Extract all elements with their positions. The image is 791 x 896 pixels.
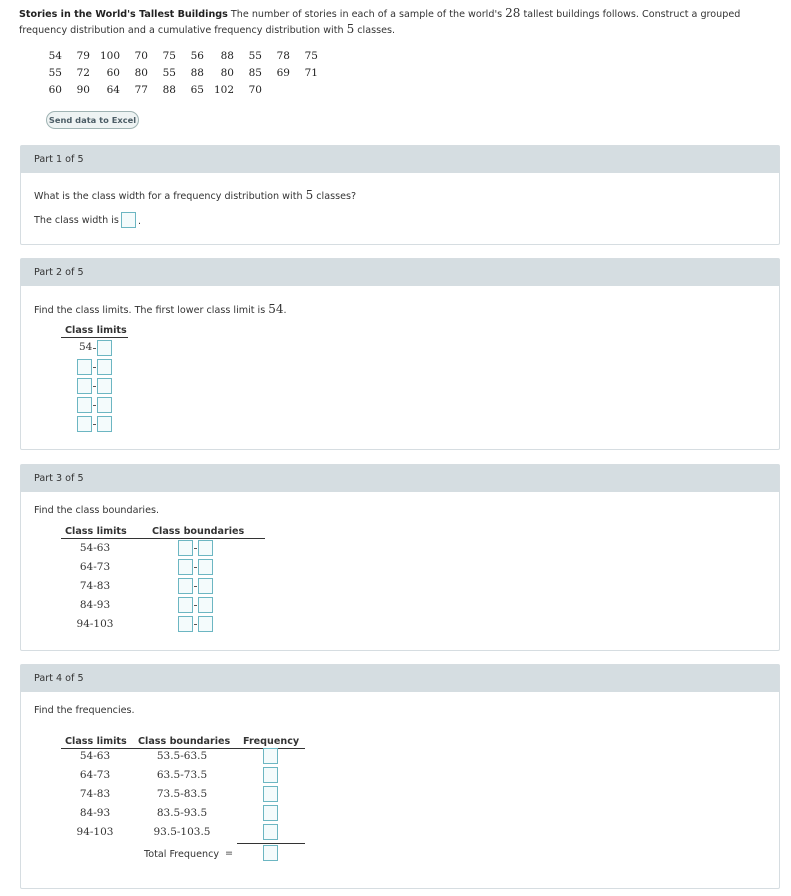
first-lower-limit-value: 54: [268, 302, 284, 316]
class-limit-2: 64-73: [79, 561, 111, 573]
limit-dash: [93, 424, 96, 425]
upper-boundary-input-4[interactable]: [198, 597, 213, 613]
part-1-question: [34, 188, 356, 202]
class-boundary-2: 63.5-73.5: [156, 769, 208, 781]
data-cell: 55: [248, 49, 262, 62]
data-cell: 55: [162, 66, 176, 79]
class-limits-header: Class limits: [65, 325, 127, 336]
class-limit-4: 84-93: [79, 599, 111, 611]
data-cell: 54: [48, 49, 62, 62]
lower-boundary-input-4[interactable]: [178, 597, 193, 613]
data-cell: 71: [304, 66, 318, 79]
class-boundary-5: 93.5-103.5: [153, 826, 211, 838]
upper-boundary-input-3[interactable]: [198, 578, 213, 594]
data-cell: 88: [220, 49, 234, 62]
class-boundaries-header: Class boundaries: [138, 736, 231, 747]
data-table: [40, 47, 324, 98]
upper-boundary-input-1[interactable]: [198, 540, 213, 556]
lower-boundary-input-3[interactable]: [178, 578, 193, 594]
frequency-input-4[interactable]: [263, 805, 278, 821]
class-boundaries-header: Class boundaries: [152, 526, 245, 537]
data-cell: 70: [248, 83, 262, 96]
class-limit-2: 64-73: [79, 769, 111, 781]
data-cell: 55: [48, 66, 62, 79]
class-limit-1: 54-63: [79, 750, 111, 762]
class-width-label: The class width is: [34, 215, 119, 226]
header-rule: [61, 538, 265, 539]
data-cell: 75: [304, 49, 318, 62]
part-4-panel: [20, 664, 780, 889]
first-lower-limit: 54: [79, 341, 93, 353]
upper-limit-input-4[interactable]: [97, 397, 112, 413]
data-cell: 102: [213, 83, 234, 96]
class-boundary-4: 83.5-93.5: [156, 807, 208, 819]
upper-boundary-input-2[interactable]: [198, 559, 213, 575]
part-1-panel: [20, 145, 780, 245]
lower-limit-input-4[interactable]: [77, 397, 92, 413]
data-cell: 75: [162, 49, 176, 62]
class-limit-3: 74-83: [79, 788, 111, 800]
class-limit-4: 84-93: [79, 807, 111, 819]
limit-dash: [93, 405, 96, 406]
class-limit-1: 54-63: [79, 542, 111, 554]
class-limits-header: Class limits: [65, 736, 127, 747]
problem-statement: [19, 6, 779, 38]
part-3-instruction: Find the class boundaries.: [34, 505, 160, 516]
part-3-panel: [20, 464, 780, 651]
part-2-instruction-text: Find the class limits. The first lower class limit is: [34, 305, 269, 316]
limit-dash: [93, 348, 96, 349]
part-3-header: Part 3 of 5: [21, 465, 779, 492]
send-to-excel-button[interactable]: Send data to Excel: [46, 111, 139, 129]
data-cell: 79: [76, 49, 90, 62]
data-cell: 77: [134, 83, 148, 96]
data-cell: 64: [106, 83, 120, 96]
data-cell: 80: [134, 66, 148, 79]
sample-size: 28: [505, 6, 521, 20]
data-cell: 70: [134, 49, 148, 62]
class-width-period: .: [138, 216, 142, 227]
data-cell: 60: [106, 66, 120, 79]
frequency-input-2[interactable]: [263, 767, 278, 783]
part-2-instruction-end: .: [283, 305, 287, 316]
class-width-input[interactable]: [121, 212, 136, 228]
problem-text-b: tallest buildings follows. Construct a grouped frequency distribution and a cumulative frequency distribution with: [19, 9, 741, 36]
data-cell: 72: [76, 66, 90, 79]
class-limit-5: 94-103: [76, 826, 114, 838]
problem-text-c: classes.: [354, 25, 396, 36]
data-row: [40, 81, 324, 98]
boundary-dash: [194, 605, 197, 606]
part-1-header: Part 1 of 5: [21, 146, 779, 173]
total-frequency-input[interactable]: [263, 845, 278, 861]
part-2-panel: [20, 258, 780, 450]
data-cell: 100: [99, 49, 120, 62]
limit-dash: [93, 367, 96, 368]
data-cell: 78: [276, 49, 290, 62]
upper-limit-input-2[interactable]: [97, 359, 112, 375]
frequency-input-1[interactable]: [263, 748, 278, 764]
total-rule: [237, 843, 305, 844]
limit-dash: [93, 386, 96, 387]
total-frequency-label: Total Frequency: [144, 849, 220, 860]
lower-boundary-input-2[interactable]: [178, 559, 193, 575]
total-equals: =: [225, 848, 234, 859]
lower-limit-input-5[interactable]: [77, 416, 92, 432]
data-cell: 88: [162, 83, 176, 96]
part-1-class-count: 5: [305, 188, 314, 202]
data-cell: 69: [276, 66, 290, 79]
part-2-instruction: [34, 302, 287, 316]
boundary-dash: [194, 567, 197, 568]
part-1-question-text: What is the class width for a frequency distribution with: [34, 191, 306, 202]
data-cell: 56: [190, 49, 204, 62]
header-rule: [61, 337, 128, 338]
boundary-dash: [194, 548, 197, 549]
lower-boundary-input-5[interactable]: [178, 616, 193, 632]
data-cell: 80: [220, 66, 234, 79]
problem-title: Stories in the World's Tallest Buildings: [19, 9, 228, 20]
part-4-header: Part 4 of 5: [21, 665, 779, 692]
data-cell: 88: [190, 66, 204, 79]
part-1-question-end: classes?: [313, 191, 357, 202]
upper-limit-input-5[interactable]: [97, 416, 112, 432]
frequency-input-3[interactable]: [263, 786, 278, 802]
data-row: [40, 64, 324, 81]
boundary-dash: [194, 624, 197, 625]
lower-limit-input-3[interactable]: [77, 378, 92, 394]
class-boundary-1: 53.5-63.5: [156, 750, 208, 762]
upper-limit-input-1[interactable]: [97, 340, 112, 356]
data-row: [40, 47, 324, 64]
class-boundary-3: 73.5-83.5: [156, 788, 208, 800]
class-count: 5: [346, 22, 355, 36]
data-cell: 85: [248, 66, 262, 79]
data-cell: 60: [48, 83, 62, 96]
class-limit-5: 94-103: [76, 618, 114, 630]
class-limit-3: 74-83: [79, 580, 111, 592]
data-cell: 90: [76, 83, 90, 96]
class-limits-header: Class limits: [65, 526, 127, 537]
upper-limit-input-3[interactable]: [97, 378, 112, 394]
frequency-header: Frequency: [243, 736, 300, 747]
lower-limit-input-2[interactable]: [77, 359, 92, 375]
part-2-header: Part 2 of 5: [21, 259, 779, 286]
upper-boundary-input-5[interactable]: [198, 616, 213, 632]
frequency-input-5[interactable]: [263, 824, 278, 840]
problem-text-a: The number of stories in each of a sample of the world's: [227, 9, 506, 20]
part-4-instruction: Find the frequencies.: [34, 705, 135, 716]
data-cell: 65: [190, 83, 204, 96]
lower-boundary-input-1[interactable]: [178, 540, 193, 556]
boundary-dash: [194, 586, 197, 587]
